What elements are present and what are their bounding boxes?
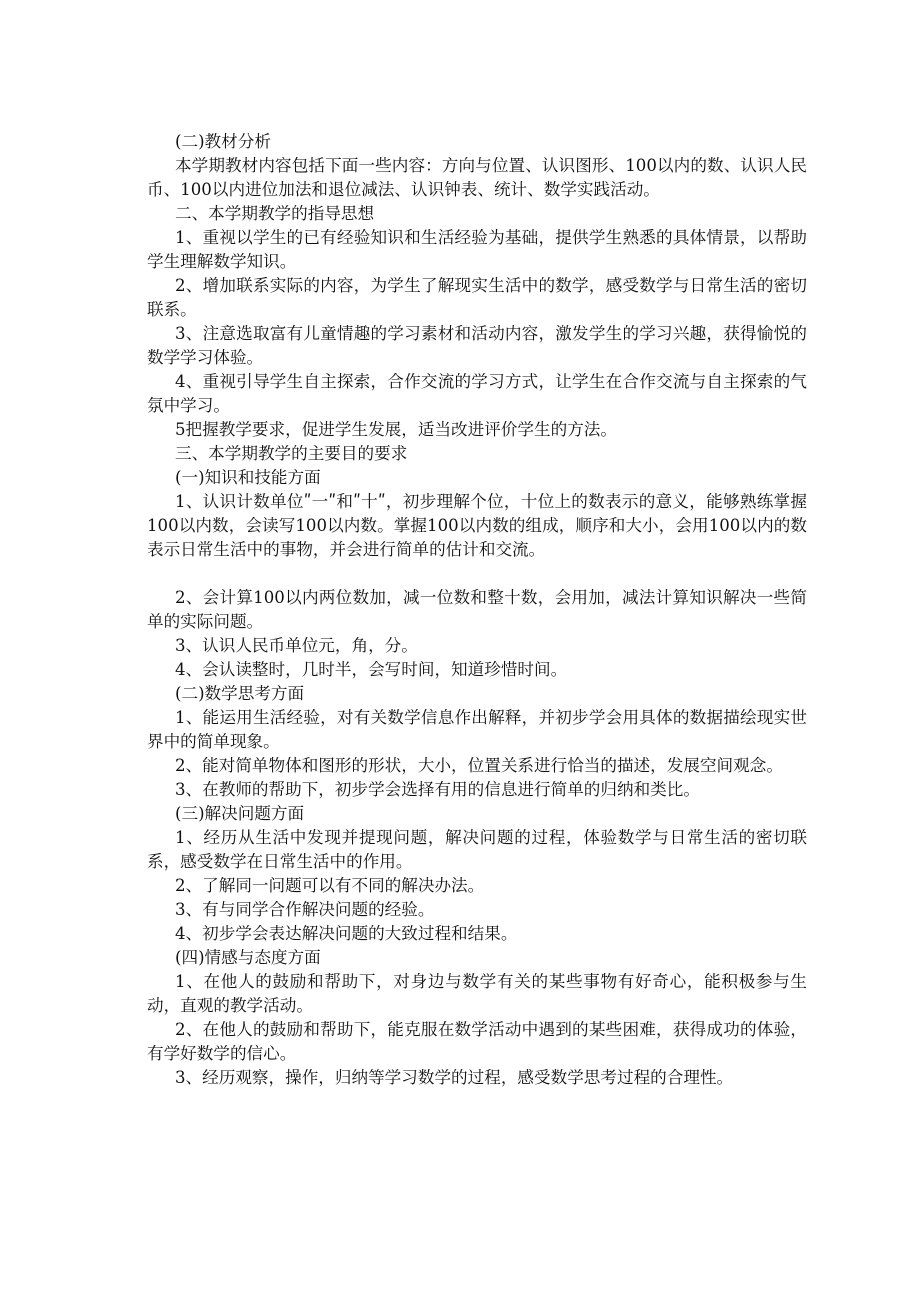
paragraph: 1、重视以学生的已有经验知识和生活经验为基础，提供学生熟悉的具体情景，以帮助学生理解数学知识。 bbox=[147, 228, 807, 271]
section-heading: 二、本学期教学的指导思想 bbox=[175, 204, 375, 223]
blank-line bbox=[147, 562, 807, 586]
paragraph: 2、会计算100以内两位数加，减一位数和整十数，会用加，减法计算知识解决一些简单的实际问题。 bbox=[147, 588, 807, 631]
paragraph: 1、在他人的鼓励和帮助下，对身边与数学有关的某些事物有好奇心，能积极参与生动，直观的教学活动。 bbox=[147, 972, 807, 1015]
subsection-heading: (四)情感与态度方面 bbox=[175, 948, 321, 967]
paragraph: 4、初步学会表达解决问题的大致过程和结果。 bbox=[175, 924, 518, 943]
paragraph: 4、重视引导学生自主探索，合作交流的学习方式，让学生在合作交流与自主探索的气氛中学习。 bbox=[147, 372, 807, 415]
paragraph: 1、经历从生活中发现并提现问题，解决问题的过程，体验数学与日常生活的密切联系，感受数学在日常生活中的作用。 bbox=[147, 828, 807, 871]
paragraph: 本学期教材内容包括下面一些内容：方向与位置、认识图形、100以内的数、认识人民币、100以内进位加法和退位减法、认识钟表、统计、数学实践活动。 bbox=[147, 156, 807, 199]
paragraph: 1、认识计数单位ʺ一ʺ和ʺ十ʺ，初步理解个位，十位上的数表示的意义，能够熟练掌握100以内数，会读写100以内数。掌握100以内数的组成，顺序和大小，会用100以内的数表示日常生活中的事物，并会进行简单的估计和交流。 bbox=[147, 492, 807, 559]
paragraph: 4、会认读整时，几时半，会写时间，知道珍惜时间。 bbox=[175, 660, 568, 679]
section-heading: 三、本学期教学的主要目的要求 bbox=[175, 444, 408, 463]
paragraph: 3、有与同学合作解决问题的经验。 bbox=[175, 900, 435, 919]
paragraph: 2、了解同一问题可以有不同的解决办法。 bbox=[175, 876, 485, 895]
paragraph: 2、在他人的鼓励和帮助下，能克服在数学活动中遇到的某些困难，获得成功的体验，有学好数学的信心。 bbox=[147, 1020, 807, 1063]
document-body bbox=[147, 130, 807, 1090]
subsection-heading: (二)数学思考方面 bbox=[175, 684, 305, 703]
paragraph: 5把握教学要求，促进学生发展，适当改进评价学生的方法。 bbox=[175, 420, 617, 439]
subsection-heading: (一)知识和技能方面 bbox=[175, 468, 321, 487]
paragraph: 2、能对简单物体和图形的形状，大小，位置关系进行恰当的描述，发展空间观念。 bbox=[175, 756, 783, 775]
subsection-heading: (三)解决问题方面 bbox=[175, 804, 305, 823]
paragraph: 3、认识人民币单位元，角，分。 bbox=[175, 636, 418, 655]
paragraph: 3、在教师的帮助下，初步学会选择有用的信息进行简单的归纳和类比。 bbox=[175, 780, 700, 799]
paragraph: 3、经历观察，操作，归纳等学习数学的过程，感受数学思考过程的合理性。 bbox=[175, 1068, 734, 1087]
paragraph: 2、增加联系实际的内容，为学生了解现实生活中的数学，感受数学与日常生活的密切联系。 bbox=[147, 276, 807, 319]
paragraph: 1、能运用生活经验，对有关数学信息作出解释，并初步学会用具体的数据描绘现实世界中的简单现象。 bbox=[147, 708, 807, 751]
paragraph: 3、注意选取富有儿童情趣的学习素材和活动内容，激发学生的学习兴趣，获得愉悦的数学学习体验。 bbox=[147, 324, 807, 367]
section-heading: (二)教材分析 bbox=[175, 132, 271, 151]
